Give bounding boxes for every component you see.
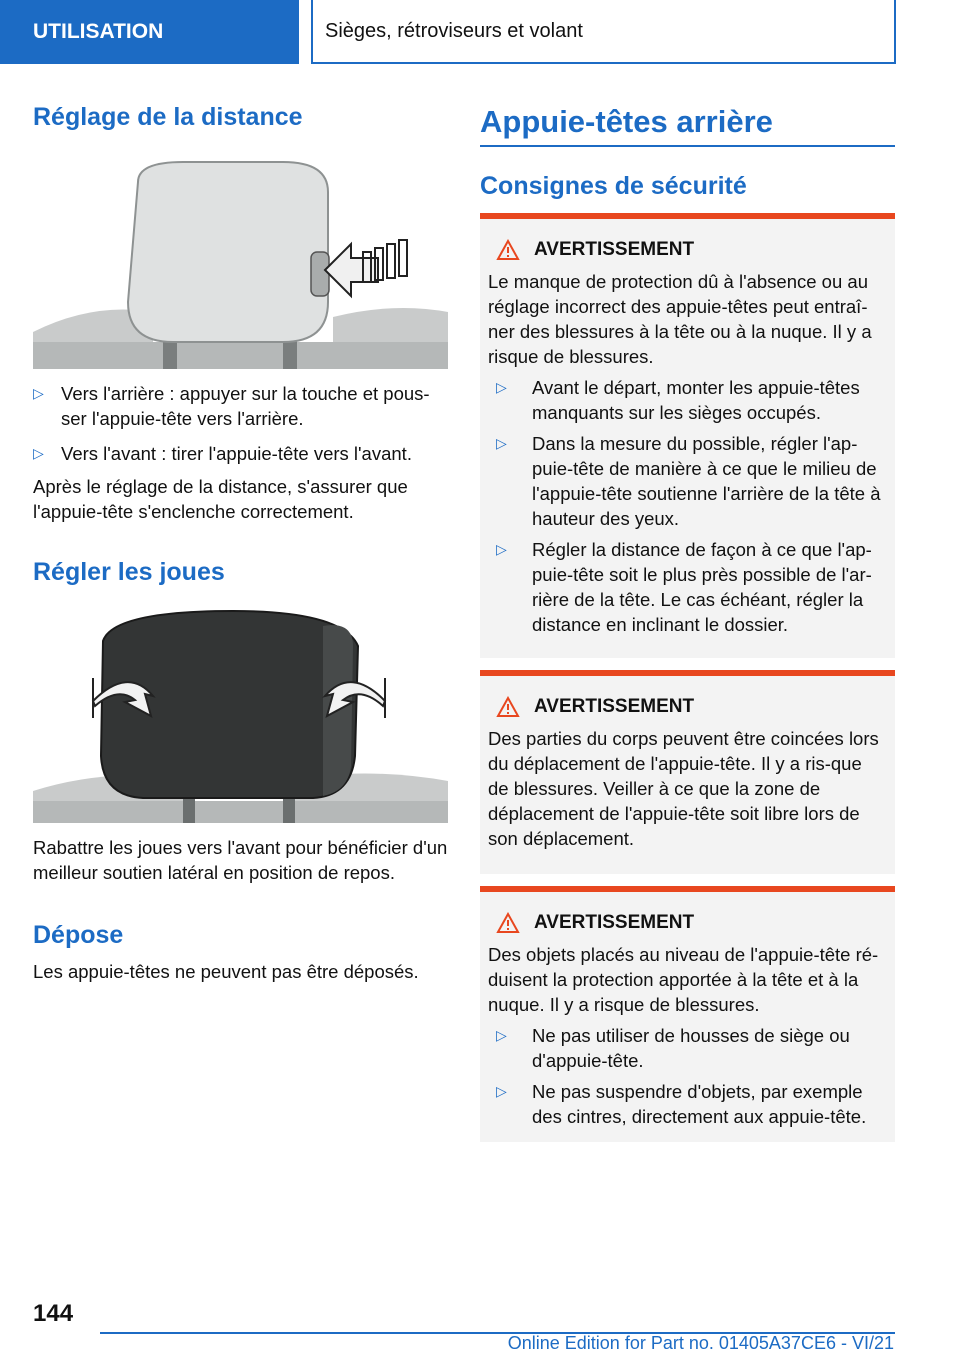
warning-box xyxy=(480,213,895,658)
warning-triangle-icon xyxy=(496,912,520,934)
warning-title: AVERTISSEMENT xyxy=(488,912,887,934)
warning-box xyxy=(480,670,895,874)
bullet-triangle-icon: ▷ xyxy=(496,379,507,395)
headrest-cheeks-illustration xyxy=(33,606,448,823)
page-number: 144 xyxy=(33,1300,74,1327)
removal-text: Les appuie-têtes ne peuvent pas être déposés. xyxy=(33,961,419,982)
warning-title: AVERTISSEMENT xyxy=(488,239,887,261)
bullet-triangle-icon: ▷ xyxy=(496,435,507,451)
section-label: UTILISATION xyxy=(33,20,164,43)
chapter-title-box xyxy=(311,0,896,64)
cheeks-text: Rabattre les joues vers l'avant pour bénéficier d'un meilleur soutien latéral en position de repos. xyxy=(33,837,448,883)
edition-text: Online Edition for Part no. 01405A37CE6 - VI/21 xyxy=(507,1333,894,1353)
warning-triangle-icon xyxy=(496,239,520,261)
cheeks-heading: Régler les joues xyxy=(33,558,225,586)
distance-bullet: ▷ Vers l'avant : tirer l'appuie-tête vers l'avant. xyxy=(33,443,412,464)
main-heading: Appuie-têtes arrière xyxy=(480,104,773,139)
safety-heading: Consignes de sécurité xyxy=(480,172,747,200)
heading-rule xyxy=(480,145,895,147)
distance-heading: Réglage de la distance xyxy=(33,103,303,131)
bullet-triangle-icon: ▷ xyxy=(496,541,507,557)
warning-text: Des parties du corps peuvent être coincées lors du déplacement de l'appuie-tête. Il y a ris-que de blessures. Veiller à ce que la zone de déplacement de l'appuie-tête soit libre lors de son déplacement. xyxy=(488,728,879,849)
warning-bullet: ▷ Ne pas suspendre d'objets, par exemple des cintres, directement aux appuie-tête. xyxy=(496,1081,867,1127)
distance-note: Après le réglage de la distance, s'assurer que l'appuie-tête s'enclenche correctement. xyxy=(33,476,408,522)
warning-bullet: ▷ Dans la mesure du possible, régler l'ap-puie-tête de manière à ce que le milieu de l'appuie-tête soutienne l'arrière de la tête à hauteur des yeux. xyxy=(496,433,881,529)
warning-title: AVERTISSEMENT xyxy=(488,696,887,718)
headrest-distance-illustration xyxy=(33,152,448,369)
removal-heading: Dépose xyxy=(33,921,124,949)
bullet-triangle-icon: ▷ xyxy=(496,1027,507,1043)
warning-text: Des objets placés au niveau de l'appuie-tête ré-duisent la protection apportée à la tête et à la nuque. Il y a risque de blessures. xyxy=(488,944,879,1015)
bullet-triangle-icon: ▷ xyxy=(496,1083,507,1099)
section-tab xyxy=(0,0,299,64)
warning-bullet: ▷ Avant le départ, monter les appuie-têtes manquants sur les sièges occupés. xyxy=(496,377,860,423)
warning-box xyxy=(480,886,895,1142)
warning-text: Le manque de protection dû à l'absence ou au réglage incorrect des appuie-têtes peut entraî-ner des blessures à la tête ou à la nuque. Il y a risque de blessures. xyxy=(488,271,872,367)
bullet-triangle-icon: ▷ xyxy=(33,445,44,461)
distance-bullet: ▷ Vers l'arrière : appuyer sur la touche et pous- ser l'appuie-tête vers l'arrière. xyxy=(33,383,430,429)
warning-bullet: ▷ Régler la distance de façon à ce que l'ap-puie-tête soit le plus près possible de l'ar-rière de la tête. Le cas échéant, régler la distance en inclinant le dossier. xyxy=(496,539,872,635)
warning-bullet: ▷ Ne pas utiliser de housses de siège ou d'appuie-tête. xyxy=(496,1025,850,1071)
warning-triangle-icon xyxy=(496,696,520,718)
chapter-title: Sièges, rétroviseurs et volant xyxy=(325,19,583,42)
bullet-triangle-icon: ▷ xyxy=(33,385,44,401)
